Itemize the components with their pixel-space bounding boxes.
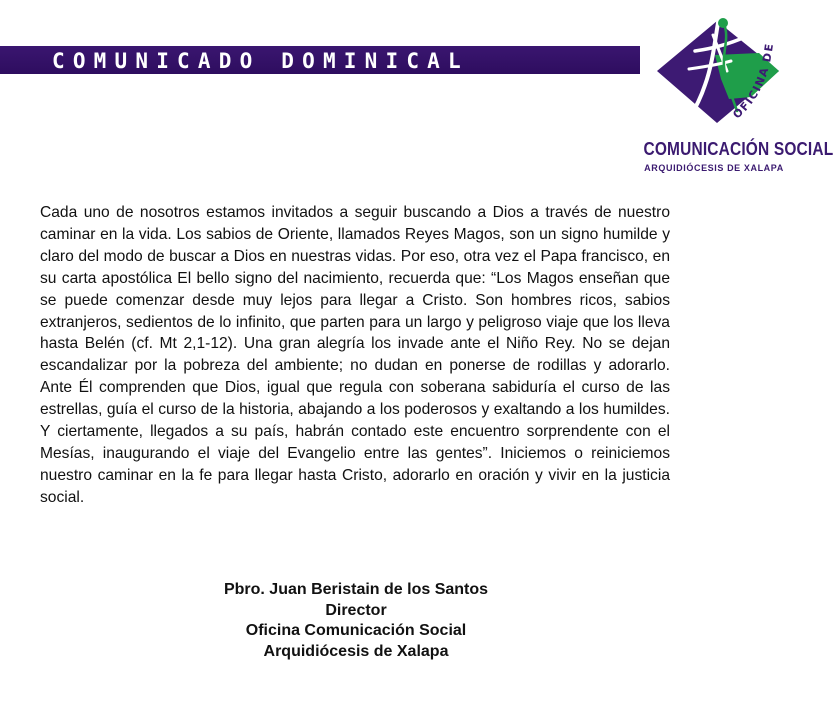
cross-logo-icon (655, 15, 787, 125)
message-paragraph: Cada uno de nosotros estamos invitados a seguir buscando a Dios a través de nuestro caminar en la vida. Los sabios de Oriente, llamados Reyes Magos, son un signo humilde y claro del modo de buscar a Dios en nuestras vidas. Por eso, otra vez el Papa francisco, en su carta apostólica El bello signo del nacimiento, recuerda que: “Los Magos enseñan que se puede comenzar desde muy lejos para llegar a Cristo. Son hombres ricos, sabios extranjeros, sedientos de lo infinito, que parten para un largo y peligroso viaje que los lleva hasta Belén (cf. Mt 2,1-12). Una gran alegría los invade ante el Niño Rey. No se dejan escandalizar por la pobreza del ambiente; no dudan en ponerse de rodillas y adorarlo. Ante Él comprenden que Dios, igual que regula con soberana sabiduría el curso de las estrellas, guía el curso de la historia, abajando a los poderosos y exaltando a los humildes. Y ciertamente, llegados a su país, habrán contado este encuentro sorprendente con el Mesías, inaugurando el viaje del Evangelio entre las gentes”. Iniciemos o reiniciemos nuestro caminar en la fe para llegar hasta Cristo, adorarlo en oración y vivir en la justicia social. (40, 204, 670, 506)
signature-name: Pbro. Juan Beristain de los Santos (223, 581, 489, 598)
signature-role: Director (325, 601, 387, 619)
signature-office: Oficina Comunicación Social (245, 622, 467, 639)
signature-block (180, 580, 532, 662)
signature-diocese: Arquidiócesis de Xalapa (263, 642, 449, 660)
org-subtitle: ARQUIDIÓCESIS DE XALAPA (644, 163, 784, 173)
org-name: COMUNICACIÓN SOCIAL (643, 139, 833, 159)
banner-title: COMUNICADO DOMINICAL (52, 49, 469, 73)
logo-arc-text: OFICINA DE (730, 41, 777, 122)
logo-figure-head (718, 18, 728, 28)
